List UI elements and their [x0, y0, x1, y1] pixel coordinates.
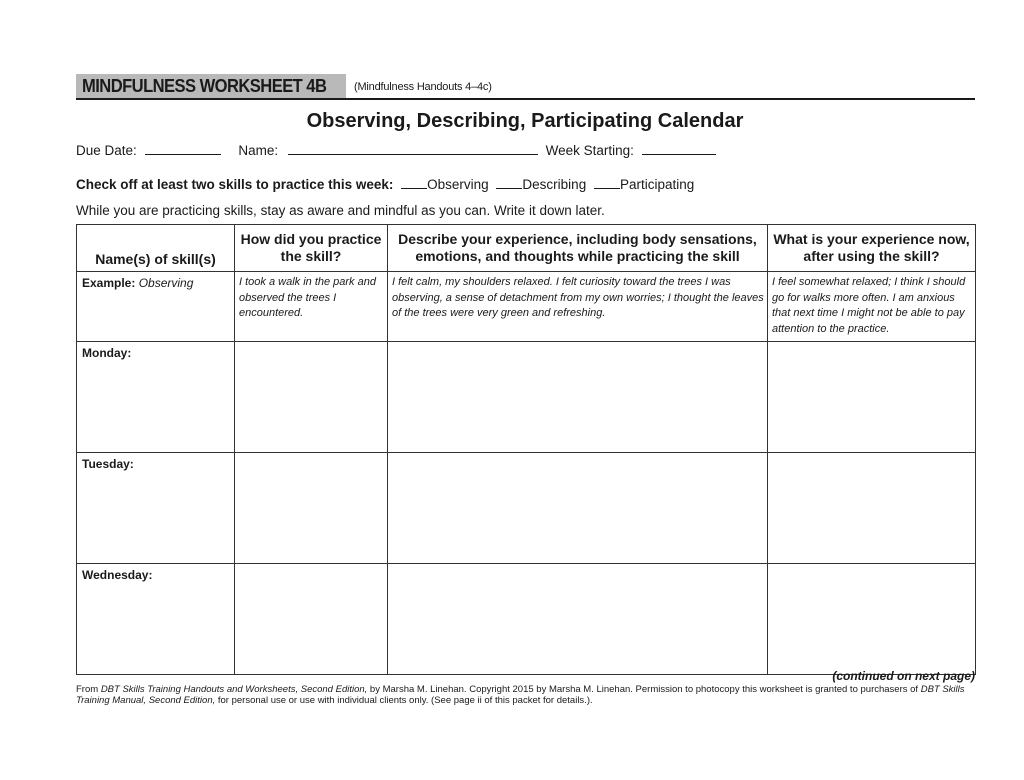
participating-checkbox[interactable] — [594, 176, 620, 189]
header-how-practiced: How did you practice the skill? — [235, 225, 388, 272]
header-skill-names: Name(s) of skill(s) — [77, 225, 235, 272]
example-skill: Observing — [138, 276, 194, 290]
table-row-wednesday — [77, 564, 976, 675]
example-how: I took a walk in the park and observed the trees I encountered. — [235, 272, 388, 342]
handout-reference: (Mindfulness Handouts 4–4c) — [354, 81, 492, 93]
due-date-field[interactable] — [145, 142, 221, 155]
calendar-table — [76, 224, 976, 675]
header-experience: Describe your experience, including body sensations, emotions, and thoughts while practicing the skill — [388, 225, 768, 272]
example-label: Example: — [82, 276, 136, 290]
observing-checkbox[interactable] — [401, 176, 427, 189]
header-after: What is your experience now, after using the skill? — [768, 225, 976, 272]
wednesday-after-cell[interactable] — [768, 564, 976, 675]
footer-book-title: DBT Skills Training Handouts and Worksheets, Second Edition, — [100, 684, 368, 695]
week-starting-field[interactable] — [642, 142, 716, 155]
footer-permission: for personal use or use with individual clients only. (See page ii of this packet for details.). — [215, 695, 593, 706]
table-row-monday — [77, 342, 976, 453]
footer-manual-title: DBT Skills Training Manual, Second Edition, — [76, 684, 965, 706]
skill-checklist — [76, 176, 694, 192]
tuesday-after-cell[interactable] — [768, 453, 976, 564]
day-label-monday: Monday: — [77, 342, 235, 453]
week-starting-label: Week Starting: — [545, 143, 634, 158]
due-date-label: Due Date: — [76, 143, 137, 158]
table-row-tuesday — [77, 453, 976, 564]
skill-describing: Describing — [522, 177, 587, 192]
worksheet-number: MINDFULNESS WORKSHEET 4B — [82, 76, 327, 96]
continued-note: (continued on next page) — [832, 669, 975, 683]
describing-checkbox[interactable] — [496, 176, 522, 189]
name-field[interactable] — [288, 142, 538, 155]
wednesday-experience-cell[interactable] — [388, 564, 768, 675]
tuesday-how-cell[interactable] — [235, 453, 388, 564]
table-header-row — [77, 225, 976, 272]
name-label: Name: — [238, 143, 279, 158]
copyright-footer — [76, 684, 981, 706]
tuesday-experience-cell[interactable] — [388, 453, 768, 564]
footer-from: From — [76, 684, 101, 695]
example-after: I feel somewhat relaxed; I think I should go for walks more often. I am anxious that next time I might not be able to pay attention to the practice. — [768, 272, 976, 342]
skill-observing: Observing — [427, 177, 489, 192]
wednesday-how-cell[interactable] — [235, 564, 388, 675]
day-label-wednesday: Wednesday: — [77, 564, 235, 675]
footer-author: by Marsha M. Linehan. Copyright 2015 by Marsha M. Linehan. Permission to photocopy this worksheet is granted to purchasers of — [367, 684, 921, 695]
monday-after-cell[interactable] — [768, 342, 976, 453]
example-experience: I felt calm, my shoulders relaxed. I felt curiosity toward the trees I was observing, a sense of detachment from my own worries; I thought the leaves of the trees were very green and refreshing. — [388, 272, 768, 342]
page-title: Observing, Describing, Participating Calendar — [306, 110, 744, 132]
worksheet-header — [76, 74, 975, 100]
skill-participating: Participating — [619, 177, 695, 192]
example-row — [77, 272, 976, 342]
info-fields — [76, 142, 716, 158]
monday-how-cell[interactable] — [235, 342, 388, 453]
monday-experience-cell[interactable] — [388, 342, 768, 453]
awareness-instruction: While you are practicing skills, stay as aware and mindful as you can. Write it down later. — [76, 203, 605, 218]
check-instruction: Check off at least two skills to practice this week: — [76, 177, 394, 192]
example-label-cell — [77, 272, 235, 342]
day-label-tuesday: Tuesday: — [77, 453, 235, 564]
